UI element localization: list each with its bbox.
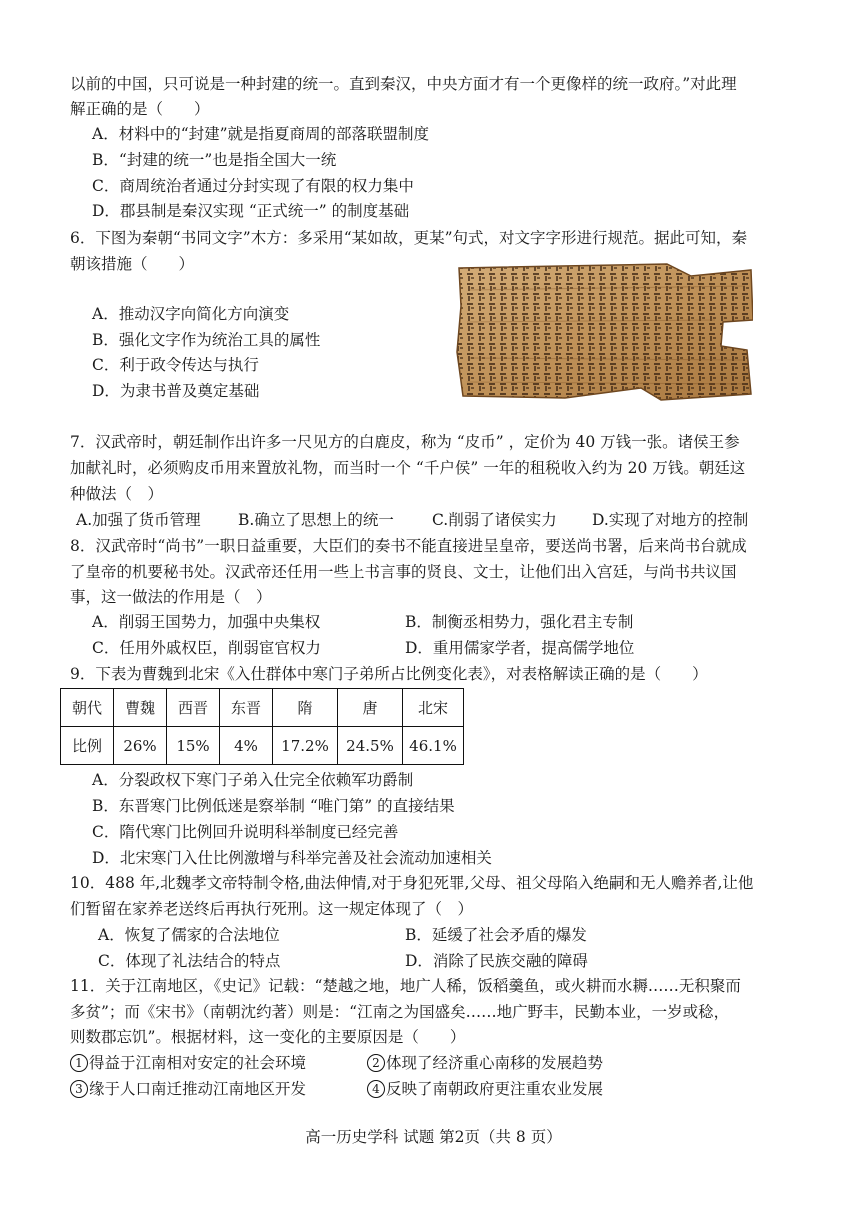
q11-stem-line3: 则数郡忘饥”。根据材料，这一变化的主要原因是（ ）: [70, 1028, 466, 1046]
circled-number: 4: [367, 1080, 385, 1098]
q5-option-d: D．郡县制是秦汉实现 “正式统一” 的制度基础: [92, 202, 410, 220]
q10-stem-line1: 10．488 年,北魏孝文帝特制令格,曲法伸情,对于身犯死罪,父母、祖父母陷入绝嗣和无人赡养者,让他: [70, 874, 754, 892]
q10-option-c: C．体现了礼法结合的特点: [98, 952, 281, 970]
q11-item-4: [367, 1079, 603, 1099]
q8-stem-line1: 8．汉武帝时“尚书”一职日益重要，大臣们的奏书不能直接进呈皇帝，要送尚书署，后来尚书台就成: [70, 537, 747, 555]
table-cell: 隋: [273, 689, 338, 727]
q6-option-b: B．强化文字作为统治工具的属性: [92, 331, 321, 349]
q11-item-text: 得益于江南相对安定的社会环境: [89, 1054, 307, 1072]
q9-ratio-table: [60, 688, 464, 765]
table-cell: 17.2%: [273, 727, 338, 765]
q5-stem-line2: 解正确的是（ ）: [70, 100, 210, 118]
table-cell: 26%: [114, 727, 167, 765]
circled-number: 3: [70, 1080, 88, 1098]
table-cell: 4%: [220, 727, 273, 765]
q6-option-c: C．利于政令传达与执行: [92, 356, 259, 374]
q10-option-b: B．延缓了社会矛盾的爆发: [405, 926, 587, 944]
q7-option-d: D.实现了对地方的控制: [592, 511, 749, 529]
table-cell: 北宋: [403, 689, 464, 727]
q8-option-c: C．任用外戚权臣，削弱宦官权力: [92, 639, 321, 657]
q10-option-d: D．消除了民族交融的障碍: [405, 952, 588, 970]
q7-stem-line2: 加献礼时，必须购皮币用来置放礼物，而当时一个 “千户侯” 一年的租税收入约为 20 万钱。朝廷这: [70, 459, 746, 477]
q9-stem: 9．下表为曹魏到北宋《入仕群体中寒门子弟所占比例变化表》，对表格解读正确的是（ ）: [70, 665, 708, 683]
q5-option-a: A．材料中的“封建”就是指夏商周的部落联盟制度: [92, 125, 430, 143]
table-header-row: [61, 689, 464, 727]
table-cell: 西晋: [167, 689, 220, 727]
table-cell: 曹魏: [114, 689, 167, 727]
q11-item-text: 体现了经济重心南移的发展趋势: [386, 1054, 604, 1072]
q8-option-d: D．重用儒家学者，提高儒学地位: [405, 639, 635, 657]
table-cell: 东晋: [220, 689, 273, 727]
table-cell: 朝代: [61, 689, 114, 727]
page-footer: 高一历史学科 试题 第2页（共 8 页）: [305, 1128, 562, 1146]
table-cell: 15%: [167, 727, 220, 765]
qin-wooden-tablet-image: [455, 262, 753, 402]
table-cell: 比例: [61, 727, 114, 765]
q8-stem-line2: 了皇帝的机要秘书处。汉武帝还任用一些上书言事的贤良、文士，让他们出入宫廷，与尚书共议国: [70, 563, 737, 581]
q9-option-b: B．东晋寒门比例低迷是察举制 “唯门第” 的直接结果: [92, 797, 455, 815]
q8-option-a: A．削弱王国势力，加强中央集权: [92, 613, 321, 631]
circled-number: 2: [367, 1054, 385, 1072]
q9-option-c: C．隋代寒门比例回升说明科举制度已经完善: [92, 823, 399, 841]
q9-option-d: D．北宋寒门入仕比例激增与科举完善及社会流动加速相关: [92, 849, 492, 867]
q11-item-text: 反映了南朝政府更注重农业发展: [386, 1080, 604, 1098]
q7-option-a: A.加强了货币管理: [76, 511, 201, 529]
q11-stem-line1: 11．关于江南地区，《史记》记载：“楚越之地，地广人稀，饭稻羹鱼，或火耕而水耨……无积聚而: [70, 977, 741, 995]
q11-item-text: 缘于人口南迁推动江南地区开发: [89, 1080, 307, 1098]
table-row: [61, 727, 464, 765]
q5-option-c: C．商周统治者通过分封实现了有限的权力集中: [92, 177, 414, 195]
table-cell: 24.5%: [338, 727, 403, 765]
q9-option-a: A．分裂政权下寒门子弟入仕完全依赖军功爵制: [92, 771, 414, 789]
q7-option-b: B.确立了思想上的统一: [238, 511, 394, 529]
q6-stem-line1: 6．下图为秦朝“书同文字”木方：多采用“某如故，更某”句式，对文字字形进行规范。据此可知，秦: [70, 229, 748, 247]
q6-option-d: D．为隶书普及奠定基础: [92, 382, 260, 400]
q8-option-b: B．制衡丞相势力，强化君主专制: [405, 613, 634, 631]
q11-item-1: [70, 1053, 306, 1073]
q11-item-3: [70, 1079, 306, 1099]
q6-stem-line2: 朝该措施（ ）: [70, 255, 195, 273]
wooden-tablet-photo: [455, 262, 753, 402]
q11-stem-line2: 多贫”；而《宋书》（南朝沈约著）则是：“江南之为国盛矣……地广野丰，民勤本业，一岁或稔，: [70, 1003, 730, 1021]
q7-stem-line3: 种做法（ ）: [70, 485, 164, 503]
table-cell: 唐: [338, 689, 403, 727]
q7-stem-line1: 7．汉武帝时，朝廷制作出许多一尺见方的白鹿皮，称为 “皮币” ，定价为 40 万钱一张。诸侯王参: [70, 433, 740, 451]
q10-option-a: A．恢复了儒家的合法地位: [98, 926, 280, 944]
q6-option-a: A．推动汉字向简化方向演变: [92, 305, 290, 323]
table-cell: 46.1%: [403, 727, 464, 765]
q5-option-b: B．“封建的统一”也是指全国大一统: [92, 151, 337, 169]
circled-number: 1: [70, 1054, 88, 1072]
q8-stem-line3: 事，这一做法的作用是（ ）: [70, 588, 272, 606]
q5-stem-line1: 以前的中国，只可说是一种封建的统一。直到秦汉，中央方面才有一个更像样的统一政府。”对此理: [70, 75, 737, 93]
q7-option-c: C.削弱了诸侯实力: [432, 511, 557, 529]
q10-stem-line2: 们暂留在家养老送终后再执行死刑。这一规定体现了（ ）: [70, 900, 474, 918]
q11-item-2: [367, 1053, 603, 1073]
